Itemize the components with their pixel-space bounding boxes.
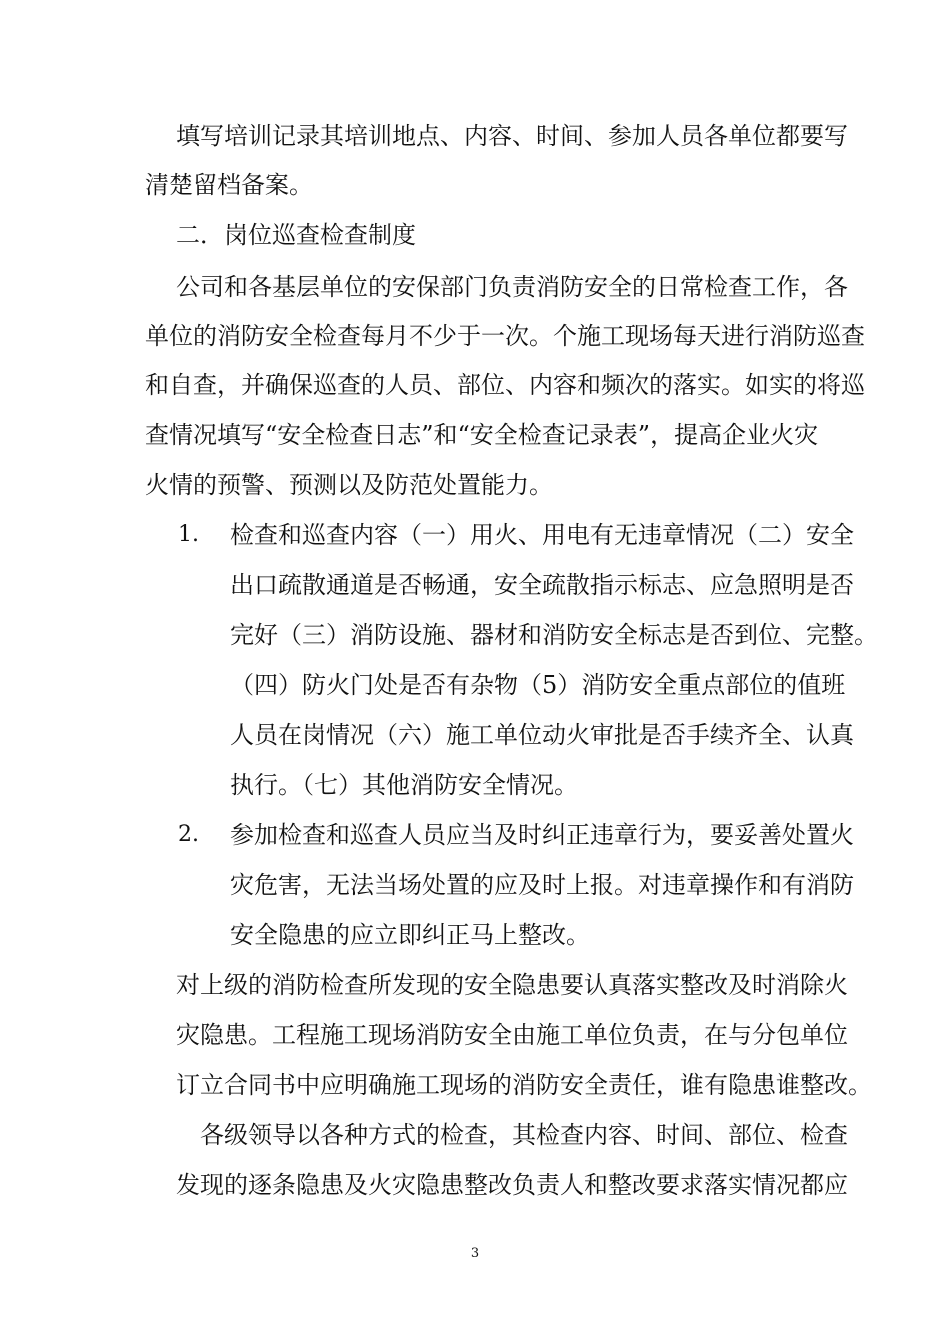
paragraph-4-line-1: 各级领导以各种方式的检查，其检查内容、时间、部位、检查 — [200, 1121, 848, 1149]
paragraph-3-line-1: 对上级的消防检查所发现的安全隐患要认真落实整改及时消除火 — [176, 971, 848, 999]
list-item-1-line-3: 完好（三）消防设施、器材和消防安全标志是否到位、完整。 — [230, 621, 878, 649]
paragraph-2-line-5: 火情的预警、预测以及防范处置能力。 — [145, 471, 553, 499]
list-item-1-line-5: 人员在岗情况（六）施工单位动火审批是否手续齐全、认真 — [230, 721, 854, 749]
list-item-1-line-6: 执行。（七）其他消防安全情况。 — [230, 771, 578, 799]
paragraph-1-line-1: 填写培训记录其培训地点、内容、时间、参加人员各单位都要写 — [176, 122, 848, 150]
page-number: 3 — [470, 1246, 480, 1261]
paragraph-2-line-3: 和自查，并确保巡查的人员、部位、内容和频次的落实。如实的将巡 — [145, 371, 865, 399]
list-item-2-line-3: 安全隐患的应立即纠正马上整改。 — [230, 921, 590, 949]
paragraph-3-line-3: 订立合同书中应明确施工现场的消防安全责任，谁有隐患谁整改。 — [176, 1071, 872, 1099]
list-item-2-line-1: 参加检查和巡查人员应当及时纠正违章行为，要妥善处置火 — [230, 821, 854, 849]
paragraph-1-line-2: 清楚留档备案。 — [145, 171, 313, 199]
paragraph-4-line-2: 发现的逐条隐患及火灾隐患整改负责人和整改要求落实情况都应 — [176, 1171, 848, 1199]
list-item-1-number: 1. — [178, 522, 199, 547]
paragraph-3-line-2: 灾隐患。工程施工现场消防安全由施工单位负责，在与分包单位 — [176, 1021, 848, 1049]
paragraph-2-line-2: 单位的消防安全检查每月不少于一次。个施工现场每天进行消防巡查 — [145, 322, 865, 350]
list-item-1-line-4: （四）防火门处是否有杂物（5）消防安全重点部位的值班 — [230, 671, 846, 699]
paragraph-2-line-1: 公司和各基层单位的安保部门负责消防安全的日常检查工作，各 — [176, 273, 848, 301]
list-item-1-line-1: 检查和巡查内容（一）用火、用电有无违章情况（二）安全 — [230, 521, 854, 549]
list-item-1-line-2: 出口疏散通道是否畅通，安全疏散指示标志、应急照明是否 — [230, 571, 854, 599]
section-heading: 二．岗位巡查检查制度 — [176, 221, 416, 249]
list-item-2-line-2: 灾危害，无法当场处置的应及时上报。对违章操作和有消防 — [230, 871, 854, 899]
list-item-2-number: 2. — [178, 822, 199, 847]
paragraph-2-line-4: 查情况填写“安全检查日志”和“安全检查记录表”，提高企业火灾 — [145, 421, 819, 449]
